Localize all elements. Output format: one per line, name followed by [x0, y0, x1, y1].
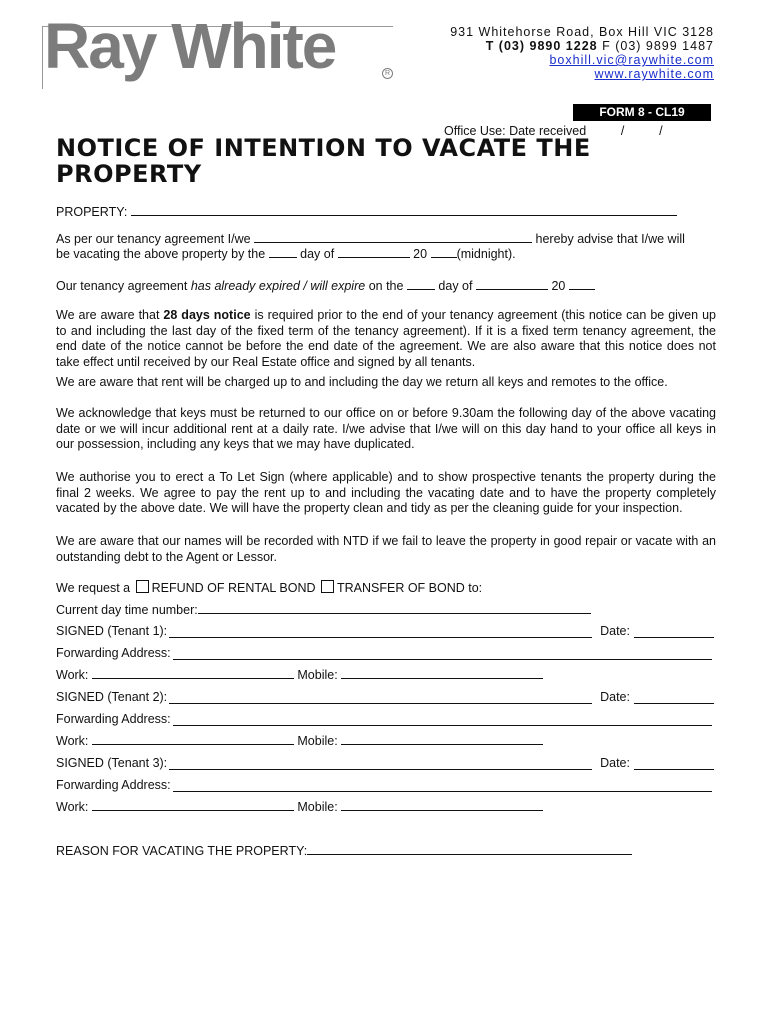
tenant-2-work-field[interactable] [92, 733, 294, 745]
refund-bond-label: REFUND OF RENTAL BOND [151, 581, 316, 595]
vacate-day-field[interactable] [269, 246, 297, 258]
tenant-1-forwarding-field[interactable] [173, 648, 712, 660]
bond-request-text: We request a [56, 581, 131, 595]
fax-number: F (03) 9899 1487 [602, 39, 714, 53]
tenant-2-mobile-field[interactable] [341, 733, 543, 745]
tenant-1-phone-row [56, 667, 543, 682]
expiry-text-2: on the [368, 279, 404, 293]
tenant-1-forwarding-row [56, 646, 714, 660]
notice-text-after: is required prior to the end of your tenancy agreement (this notice can be given up to and including the last day of the fixed term of the tenancy agreement). If it is a fixed term tenancy agreement, the end date of the notice cannot be before the end date of the agreement. We are also aware that this notice does not take effect until received by our Real Estate office and signed by all tenants. [56, 308, 716, 369]
website-link[interactable]: www.raywhite.com [594, 67, 714, 81]
office-use-date: Office Use: Date received / / [444, 124, 663, 138]
vacate-month-field[interactable] [338, 246, 410, 258]
vacate-year-field[interactable] [431, 246, 457, 258]
tenant-3-signature-row [56, 756, 714, 770]
bond-request-line [56, 580, 482, 595]
expiry-italic-text: has already expired / will expire [190, 279, 366, 293]
property-field[interactable] [131, 204, 677, 216]
transfer-bond-checkbox[interactable] [321, 580, 334, 593]
tenant-1-signature-row [56, 624, 714, 638]
property-line [56, 204, 677, 219]
daytime-number-line [56, 602, 591, 617]
tenant-3-forwarding-label: Forwarding Address: [56, 778, 171, 792]
tenant-3-phone-row [56, 799, 543, 814]
tenant-3-signature-field[interactable] [169, 758, 592, 770]
tenant-3-date-field[interactable] [634, 758, 714, 770]
reason-line [56, 843, 632, 858]
tenant-1-work-label: Work: [56, 668, 89, 682]
ray-white-logo: Ray White [44, 10, 336, 82]
tenancy-intro-text-6: (midnight). [456, 247, 516, 261]
tenant-1-date-field[interactable] [634, 626, 714, 638]
page-title: NOTICE OF INTENTION TO VACATE THE PROPERTY [56, 134, 591, 188]
tenancy-intro-line-2 [56, 246, 516, 261]
email-link[interactable]: boxhill.vic@raywhite.com [549, 53, 714, 67]
notice-paragraph [56, 308, 716, 370]
phone-number: T (03) 9890 1228 [485, 39, 598, 53]
tenant-2-signature-field[interactable] [169, 692, 592, 704]
daytime-number-label: Current day time number: [56, 603, 198, 617]
tenant-2-date-label: Date: [600, 690, 630, 704]
transfer-bond-label: TRANSFER OF BOND to: [337, 581, 483, 595]
tenancy-intro-line-1 [56, 231, 685, 246]
refund-bond-checkbox[interactable] [136, 580, 149, 593]
expiry-year-field[interactable] [569, 278, 595, 290]
tenant-1-signature-field[interactable] [169, 626, 592, 638]
notice-text-before: We are aware that [56, 308, 160, 322]
tenant-1-signed-label: SIGNED (Tenant 1): [56, 624, 168, 638]
tenant-3-date-label: Date: [600, 756, 630, 770]
tenant-2-phone-row [56, 733, 543, 748]
ntd-paragraph: We are aware that our names will be recorded with NTD if we fail to leave the property in good repair or vacate with an outstanding debt to the Agent or Lessor. [56, 534, 716, 564]
tenant-1-mobile-label: Mobile: [297, 668, 338, 682]
tenant-3-work-label: Work: [56, 800, 89, 814]
tenant-1-mobile-field[interactable] [341, 667, 543, 679]
tenant-3-forwarding-field[interactable] [173, 780, 712, 792]
tenancy-intro-text-4: day of [300, 247, 335, 261]
phone-fax-line [486, 39, 714, 53]
expiry-text-3: day of [438, 279, 473, 293]
tenant-3-forwarding-row [56, 778, 714, 792]
tenant-3-signed-label: SIGNED (Tenant 3): [56, 756, 168, 770]
tenant-2-signature-row [56, 690, 714, 704]
tenancy-intro-text-1: As per our tenancy agreement I/we [56, 232, 251, 246]
tenant-2-forwarding-label: Forwarding Address: [56, 712, 171, 726]
sign-paragraph: We authorise you to erect a To Let Sign (where applicable) and to show prospective tenants the property during the final 2 weeks. We agree to pay the rent up to and including the vacating date and to have the property completely vacated by the above date. We will have the property clean and tidy as per the cleaning guide for your inspection. [56, 470, 716, 515]
tenancy-intro-text-5: 20 [413, 247, 428, 261]
reason-field[interactable] [307, 843, 632, 855]
property-label: PROPERTY: [56, 205, 128, 219]
notice-bold-text: 28 days notice [163, 308, 251, 322]
tenancy-intro-text-3: be vacating the above property by the [56, 247, 266, 261]
expiry-month-field[interactable] [476, 278, 548, 290]
expiry-day-field[interactable] [407, 278, 435, 290]
tenant-names-field[interactable] [254, 231, 532, 243]
tenant-1-forwarding-label: Forwarding Address: [56, 646, 171, 660]
rent-paragraph: We are aware that rent will be charged up to and including the day we return all keys and remotes to the office. [56, 375, 668, 389]
tenant-2-forwarding-field[interactable] [173, 714, 712, 726]
form-code-badge: FORM 8 - CL19 [573, 104, 711, 121]
tenant-2-date-field[interactable] [634, 692, 714, 704]
reason-label: REASON FOR VACATING THE PROPERTY: [56, 844, 308, 858]
tenant-3-work-field[interactable] [92, 799, 294, 811]
tenant-3-mobile-field[interactable] [341, 799, 543, 811]
tenant-2-work-label: Work: [56, 734, 89, 748]
tenant-1-work-field[interactable] [92, 667, 294, 679]
office-address: 931 Whitehorse Road, Box Hill VIC 3128 [450, 25, 714, 39]
tenant-2-mobile-label: Mobile: [297, 734, 338, 748]
tenant-2-signed-label: SIGNED (Tenant 2): [56, 690, 168, 704]
tenancy-intro-text-2: hereby advise that I/we will [535, 232, 685, 246]
registered-mark-icon: R [382, 68, 393, 79]
expiry-text-4: 20 [551, 279, 566, 293]
expiry-line [56, 278, 595, 293]
tenant-3-mobile-label: Mobile: [297, 800, 338, 814]
expiry-text-1: Our tenancy agreement [56, 279, 188, 293]
tenant-2-forwarding-row [56, 712, 714, 726]
tenant-1-date-label: Date: [600, 624, 630, 638]
keys-paragraph: We acknowledge that keys must be returned to our office on or before 9.30am the following day of the above vacating date or we will incur additional rent at a daily rate. I/we advise that I/we will on this day hand to your office all keys in our possession, including any keys that we may have duplicated. [56, 406, 716, 451]
daytime-number-field[interactable] [198, 602, 591, 614]
